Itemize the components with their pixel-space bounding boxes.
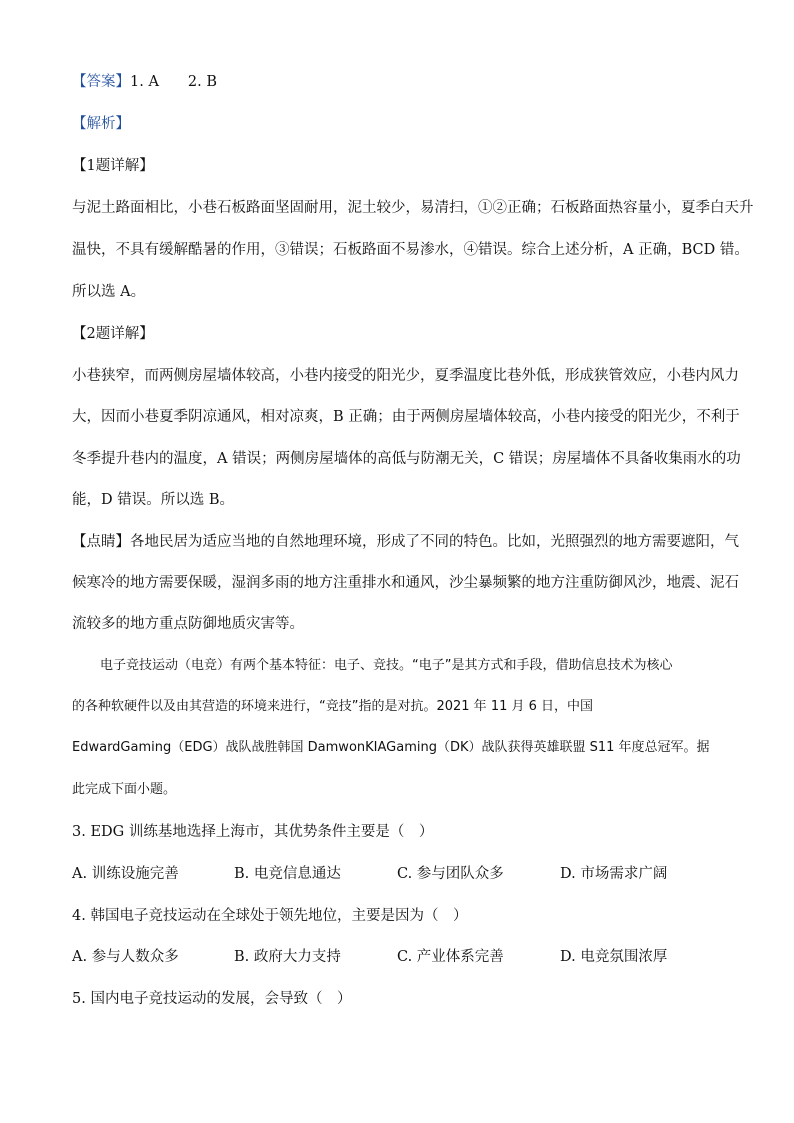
answer-line [72, 72, 217, 92]
passage-line-1: 电子竞技运动（电竞）有两个基本特征：电子、竞技。“电子”是其方式和手段，借助信息技术为核心 [100, 658, 673, 673]
question-4-option-d: D. 电竞氛围浓厚 [560, 949, 668, 965]
q1-text-line-1: 与泥土路面相比，小巷石板路面坚固耐用，泥土较少，易清扫，①②正确；石板路面热容量小，夏季白天升 [72, 200, 754, 216]
question-4-option-b: B. 政府大力支持 [234, 949, 341, 965]
q2-text-line-1: 小巷狭窄，而两侧房屋墙体较高，小巷内接受的阳光少，夏季温度比巷外低，形成狭管效应，小巷内风力 [72, 368, 739, 384]
question-3-option-d: D. 市场需求广阔 [560, 866, 668, 882]
tip-line-3: 流较多的地方重点防御地质灾害等。 [72, 616, 304, 632]
question-4-option-c: C. 产业体系完善 [397, 949, 504, 965]
q2-text-line-2: 大，因而小巷夏季阴凉通风，相对凉爽，B 正确；由于两侧房屋墙体较高，小巷内接受的阳光少，不利于 [72, 409, 740, 425]
q1-text-line-2: 温快，不具有缓解酷暑的作用，③错误；石板路面不易渗水，④错误。综合上述分析，A 正确，BCD 错。 [72, 242, 749, 258]
tip-line-2: 候寒冷的地方需要保暖，湿润多雨的地方注重排水和通风，沙尘暴频繁的地方注重防御风沙，地震、泥石 [72, 575, 739, 591]
q2-heading: 【2题详解】 [72, 326, 154, 342]
question-5-stem: 5. 国内电子竞技运动的发展，会导致（ ） [72, 991, 352, 1007]
answer-value: 1. A 2. B [130, 74, 218, 90]
question-4-stem: 4. 韩国电子竞技运动在全球处于领先地位，主要是因为（ ） [72, 908, 468, 924]
q1-heading: 【1题详解】 [72, 158, 154, 174]
q1-text-line-3: 所以选 A。 [72, 284, 146, 300]
question-3-option-a: A. 训练设施完善 [72, 866, 179, 882]
passage-line-3: EdwardGaming（EDG）战队战胜韩国 DamwonKIAGaming（DK）战队获得英雄联盟 S11 年度总冠军。据 [72, 740, 710, 755]
analysis-label: 【解析】 [72, 116, 130, 132]
tip-label: 【点睛】 [72, 534, 130, 550]
question-3-stem: 3. EDG 训练基地选择上海市，其优势条件主要是（ ） [72, 824, 434, 840]
passage-line-4: 此完成下面小题。 [72, 782, 177, 797]
passage-line-2: 的各种软硬件以及由其营造的环境来进行，“竞技”指的是对抗。2021 年 11 月 6 日，中国 [72, 699, 594, 714]
tip-line-1 [72, 532, 739, 552]
answer-label: 【答案】 [72, 74, 130, 90]
question-3-option-b: B. 电竞信息通达 [234, 866, 341, 882]
tip-text-1: 各地民居为适应当地的自然地理环境，形成了不同的特色。比如，光照强烈的地方需要遮阳，气 [130, 534, 739, 550]
q2-text-line-3: 冬季提升巷内的温度，A 错误；两侧房屋墙体的高低与防潮无关，C 错误；房屋墙体不具备收集雨水的功 [72, 451, 741, 467]
q2-text-line-4: 能，D 错误。所以选 B。 [72, 492, 234, 508]
question-4-option-a: A. 参与人数众多 [72, 949, 179, 965]
question-3-option-c: C. 参与团队众多 [397, 866, 504, 882]
